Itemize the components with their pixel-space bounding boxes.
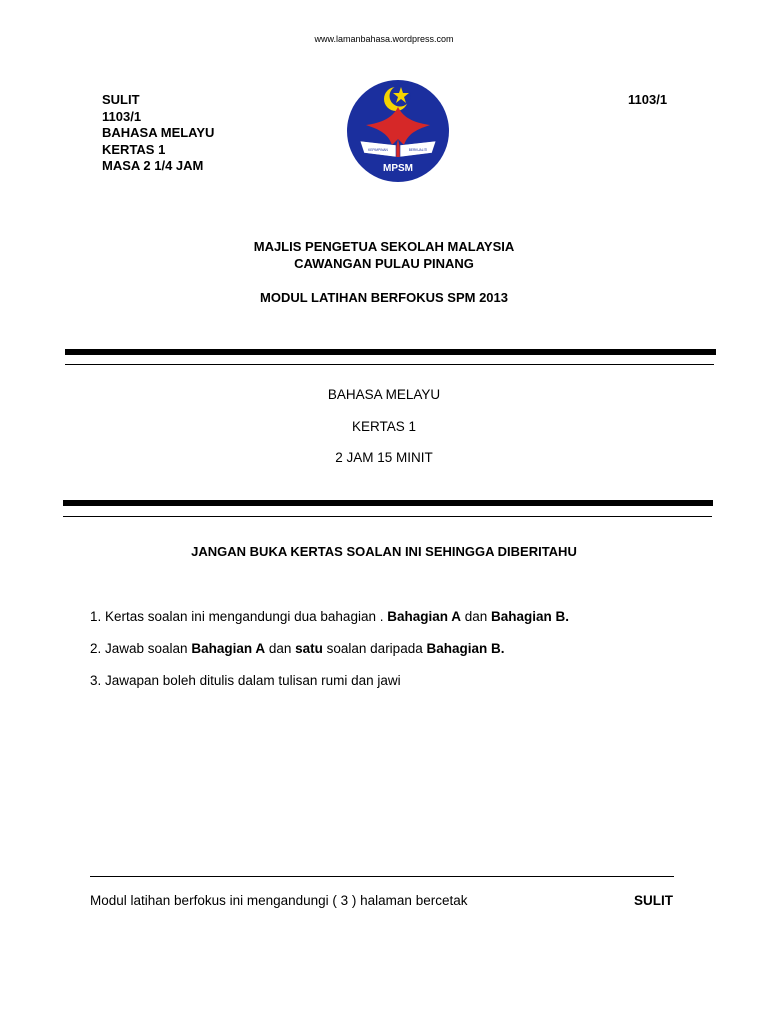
subject-title: BAHASA MELAYU xyxy=(327,387,441,402)
page-count-note: Modul latihan berfokus ini mengandungi ( 3 ) halaman bercetak xyxy=(90,893,468,908)
mpsm-logo-graphic xyxy=(346,79,450,183)
instruction-3: 3. Jawapan boleh ditulis dalam tulisan rumi dan jawi xyxy=(90,673,401,688)
thin-divider-bottom xyxy=(63,516,712,517)
ribbon-left-text: KEPIMPINAN xyxy=(368,148,388,152)
time-allowed: MASA 2 1/4 JAM xyxy=(102,158,204,173)
instruction-1-bold-a: Bahagian A xyxy=(387,609,461,624)
warning-notice: JANGAN BUKA KERTAS SOALAN INI SEHINGGA DIBERITAHU xyxy=(191,544,577,559)
classification-label: SULIT xyxy=(102,92,140,107)
instruction-2-bold-a: Bahagian A xyxy=(191,641,266,656)
organization-branch: CAWANGAN PULAU PINANG xyxy=(294,256,474,271)
subject-name: BAHASA MELAYU xyxy=(102,125,215,140)
instruction-1-text: 1. Kertas soalan ini mengandungi dua bahagian . xyxy=(90,609,388,624)
thick-divider-top xyxy=(65,349,716,355)
duration-title: 2 JAM 15 MINIT xyxy=(335,450,433,465)
website-url: www.lamanbahasa.wordpress.com xyxy=(314,34,454,44)
thin-divider-top xyxy=(65,364,714,365)
organization-name: MAJLIS PENGETUA SEKOLAH MALAYSIA xyxy=(253,239,515,254)
footer-classification: SULIT xyxy=(634,893,673,908)
instruction-1-bold-b: Bahagian B. xyxy=(491,609,570,624)
module-title: MODUL LATIHAN BERFOKUS SPM 2013 xyxy=(260,290,508,305)
paper-code: 1103/1 xyxy=(102,108,142,124)
instruction-2-bold-satu: satu xyxy=(295,641,323,656)
instruction-2-text-2: dan xyxy=(265,641,296,656)
instruction-2 xyxy=(90,641,504,656)
paper-code-right: 1103/1 xyxy=(628,92,668,107)
paper-number: KERTAS 1 xyxy=(102,141,166,157)
paper-number-title: KERTAS 1 xyxy=(351,419,417,434)
instruction-2-bold-b: Bahagian B. xyxy=(426,641,505,656)
paper-header-left xyxy=(102,92,214,175)
mpsm-logo xyxy=(346,79,450,183)
instruction-1 xyxy=(90,609,569,624)
instruction-2-text: 2. Jawab soalan xyxy=(90,641,192,656)
thick-divider-bottom xyxy=(63,500,713,506)
instruction-2-text-3: soalan daripada xyxy=(322,641,427,656)
instruction-1-text-2: dan xyxy=(460,609,492,624)
footer-divider xyxy=(90,876,674,877)
logo-text: MPSM xyxy=(383,163,413,174)
ribbon-right-text: BERKUALITI xyxy=(408,148,428,152)
